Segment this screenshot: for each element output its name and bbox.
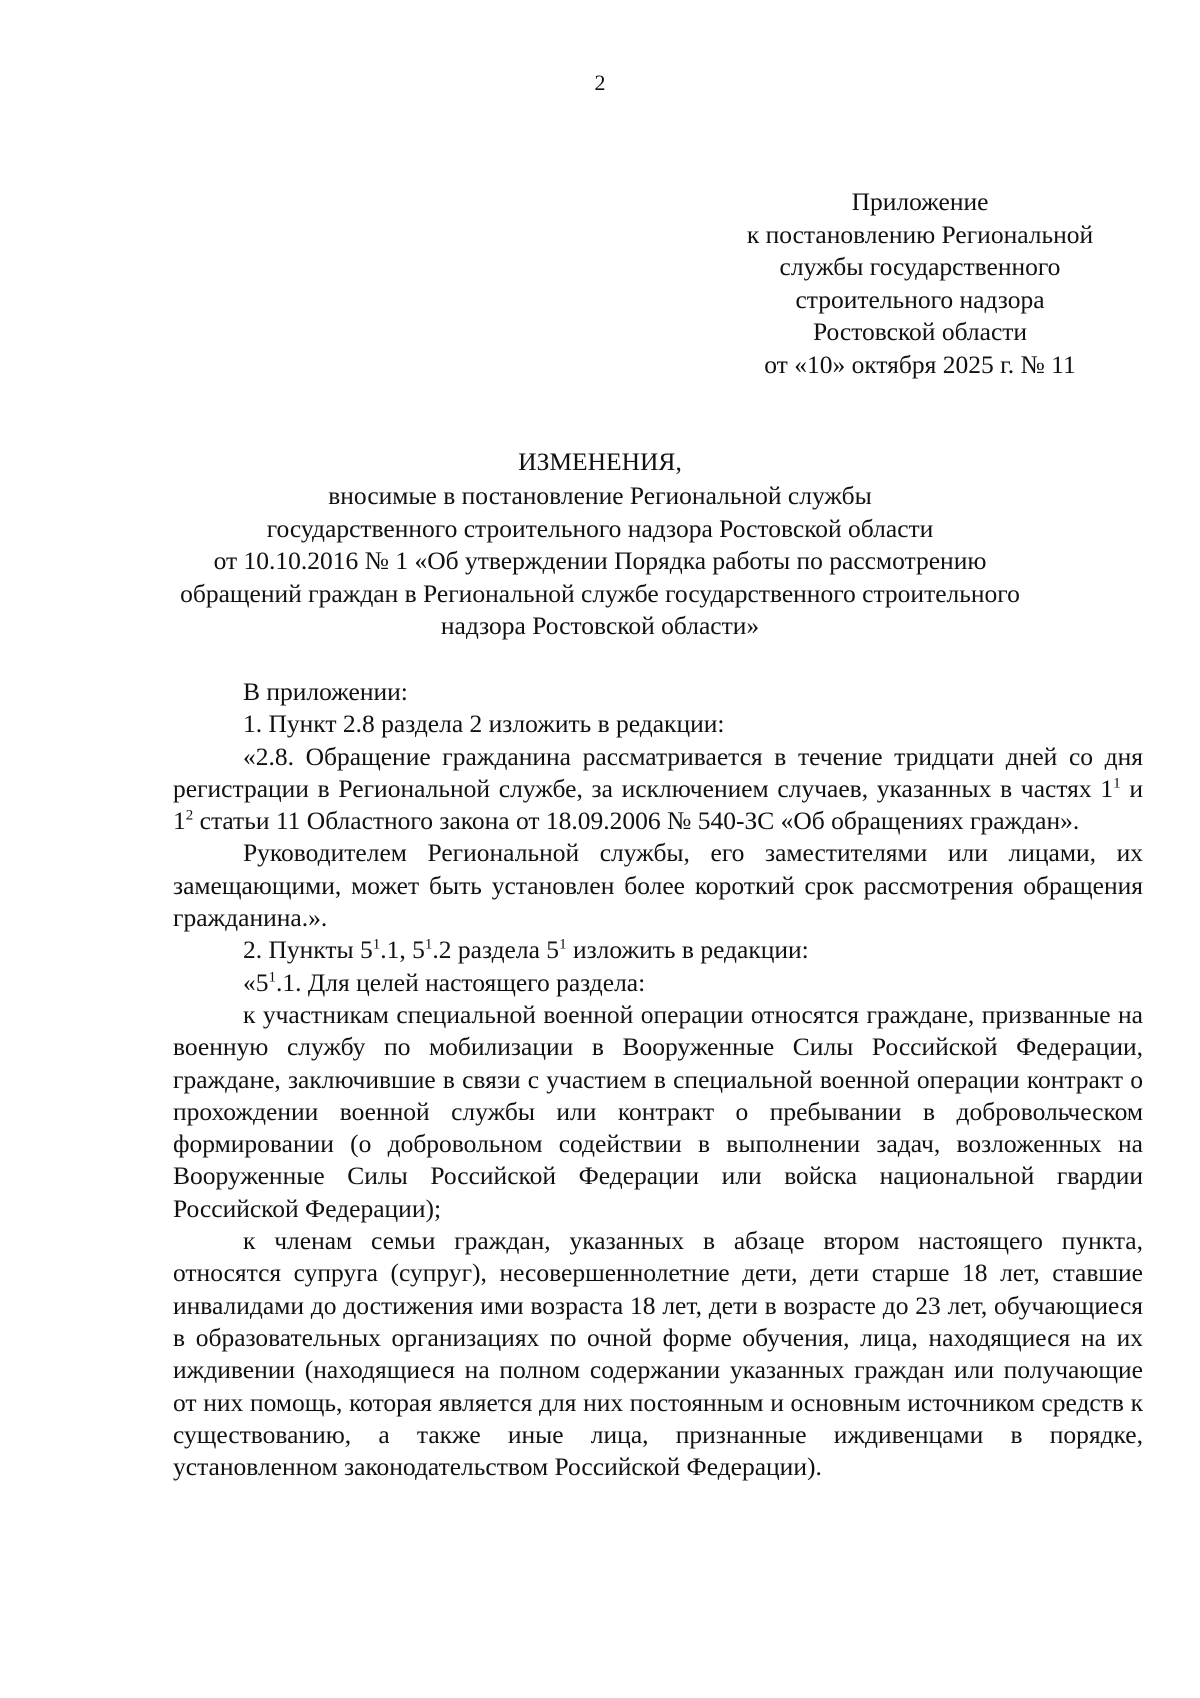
- body-paragraph: к участникам специальной военной операции относятся граждане, призванные на военную службу по мобилизации в Вооруженные Силы Российской Федерации, граждане, заключившие в связи с участием в специальной военной операции контракт о прохождении военной службы или контракт о пребывании в добровольческом формировании (о добровольном содействии в выполнении задач, возложенных на Вооруженные Силы Российской Федерации или войска национальной гвардии Российской Федерации);: [173, 999, 1143, 1223]
- superscript: 2: [185, 807, 194, 824]
- body-paragraph: В приложении:: [243, 677, 408, 706]
- body-paragraph: 1. Пункт 2.8 раздела 2 изложить в редакции:: [243, 709, 725, 739]
- text-run: «5: [243, 967, 269, 997]
- subtitle-line: государственного строительного надзора Ростовской области: [266, 513, 934, 543]
- appendix-header: [700, 186, 1140, 381]
- appendix-line: Приложение: [851, 187, 989, 216]
- superscript: 1: [424, 936, 433, 953]
- page-number: 2: [594, 70, 606, 95]
- appendix-line: службы государственного: [779, 252, 1061, 281]
- text-run: .2 раздела 5: [432, 935, 560, 965]
- text-run: «2.8. Обращение гражданина рассматривается в течение тридцати дней со дня регистрации в Региональной службе, за исключением случаев, указанных в частях 1: [173, 741, 1143, 803]
- text-run: 2. Пункты 5: [243, 935, 373, 965]
- text-run: и 1: [173, 773, 1143, 836]
- body-paragraph: [173, 967, 1143, 999]
- document-body: [173, 676, 1143, 1483]
- superscript: 1: [559, 936, 567, 953]
- document-subtitle: [0, 480, 1200, 643]
- superscript: 1: [372, 936, 381, 953]
- appendix-line: к постановлению Региональной: [746, 219, 1094, 249]
- body-paragraph: [173, 934, 1143, 966]
- appendix-line: строительного надзора: [795, 284, 1045, 314]
- body-paragraph: к членам семьи граждан, указанных в абзаце втором настоящего пункта, относятся супруга (супруг), несовершеннолетние дети, дети старше 18 лет, ставшие инвалидами до достижения ими возраста 18 лет, дети в возрасте до 23 лет, обучающиеся в образовательных организациях по очной форме обучения, лица, находящиеся на их иждивении (находящиеся на полном содержании указанных граждан или получающие от них помощь, которая является для них постоянным и основным источником средств к существованию, а также иные лица, признанные иждивенцами в порядке, установленном законодательством Российской Федерации).: [173, 1226, 1143, 1482]
- body-paragraph: [173, 741, 1143, 838]
- text-run: статьи 11 Областного закона от 18.09.2006 № 540-ЗС «Об обращениях граждан».: [193, 806, 1080, 836]
- subtitle-line: обращений граждан в Региональной службе государственного строительного: [180, 578, 1020, 608]
- text-run: изложить в редакции:: [566, 935, 809, 965]
- appendix-line: от «10» октября 2025 г. № 11: [764, 349, 1076, 379]
- subtitle-line: от 10.10.2016 № 1 «Об утверждении Порядка работы по рассмотрению: [213, 546, 987, 575]
- subtitle-line: вносимые в постановление Региональной службы: [328, 481, 872, 510]
- document-title: ИЗМЕНЕНИЯ,: [518, 447, 682, 476]
- text-run: .1. Для целей настоящего раздела:: [276, 967, 646, 997]
- superscript: 1: [1113, 775, 1121, 792]
- body-paragraph: Руководителем Региональной службы, его заместителями или лицами, их замещающими, может быть установлен более короткий срок рассмотрения обращения гражданина.».: [173, 838, 1143, 933]
- text-run: .1, 5: [380, 935, 425, 965]
- appendix-line: Ростовской области: [812, 317, 1028, 346]
- superscript: 1: [268, 969, 276, 986]
- subtitle-line: надзора Ростовской области»: [440, 611, 760, 640]
